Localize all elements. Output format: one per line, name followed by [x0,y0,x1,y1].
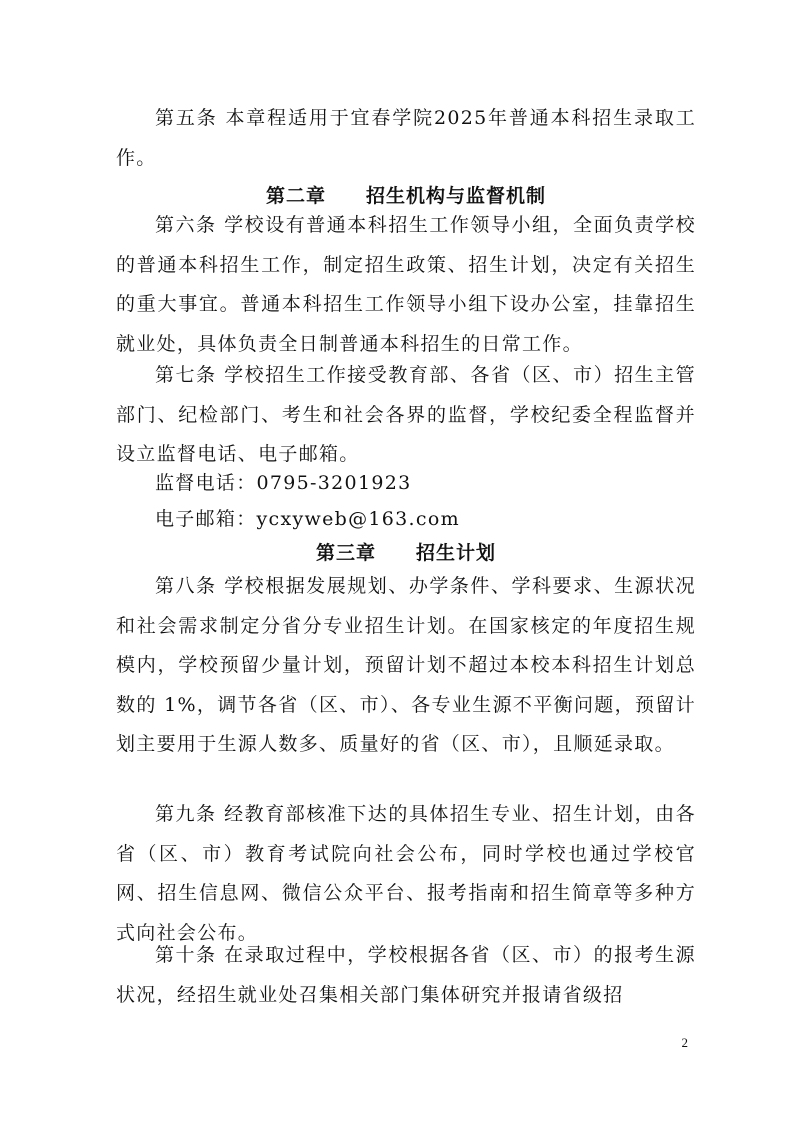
chapter-2-number: 第二章 [265,185,326,207]
article-7: 第七条 学校招生工作接受教育部、各省（区、市）招生主管部门、纪检部门、考生和社会各界的监督，学校纪委全程监督并设立监督电话、电子邮箱。 [116,364,696,465]
article-5: 第五条 本章程适用于宜春学院2025年普通本科招生录取工作。 [116,107,696,169]
chapter-3-title: 招生计划 [416,542,497,564]
article-9: 第九条 经教育部核准下达的具体招生专业、招生计划，由各省（区、市）教育考试院向社会公布，同时学校也通过学校官网、招生信息网、微信公众平台、报考指南和招生简章等多种方式向社会公布。 [116,803,696,944]
chapter-2-title: 招生机构与监督机制 [366,185,547,207]
supervision-email: 电子邮箱：ycxyweb@163.com [155,508,460,530]
supervision-phone: 监督电话：0795-3201923 [155,472,412,494]
article-6: 第六条 学校设有普通本科招生工作领导小组，全面负责学校的普通本科招生工作，制定招生政策、招生计划，决定有关招生的重大事宜。普通本科招生工作领导小组下设办公室，挂靠招生就业处，具体负责全日制普通本科招生的日常工作。 [116,214,696,355]
chapter-3-number: 第三章 [315,542,376,564]
article-10: 第十条 在录取过程中，学校根据各省（区、市）的报考生源状况，经招生就业处召集相关部门集体研究并报请省级招 [116,944,696,1006]
page-number: 2 [681,1035,688,1050]
article-8: 第八条 学校根据发展规划、办学条件、学科要求、生源状况和社会需求制定分省分专业招生计划。在国家核定的年度招生规模内，学校预留少量计划，预留计划不超过本校本科招生计划总数的 1%，调节各省（区、市）、各专业生源不平衡问题，预留计划主要用于生源人数多、质量好的省（区、市），且顺延录取。 [116,575,696,755]
